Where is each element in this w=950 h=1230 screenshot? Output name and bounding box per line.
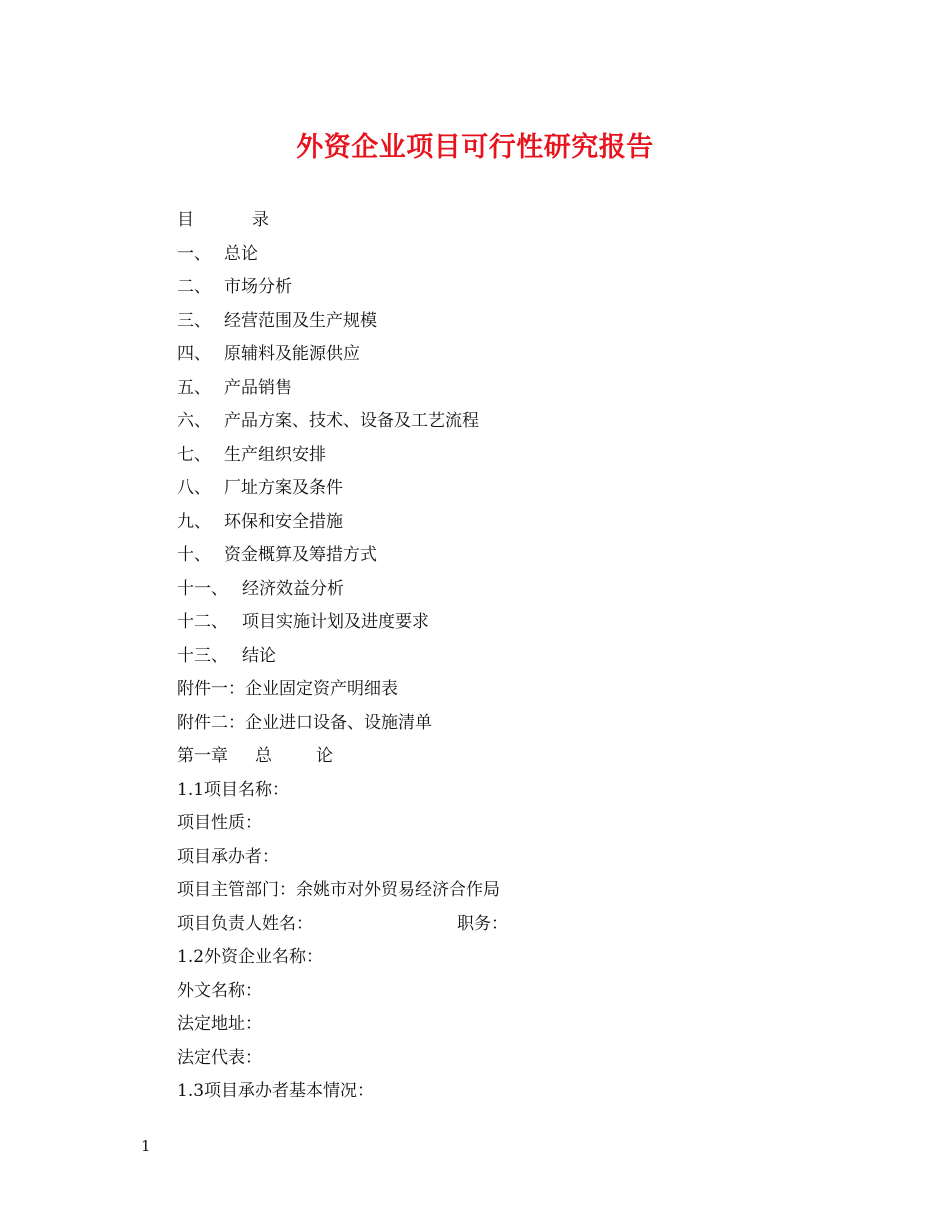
field-line: 项目承办者：	[177, 846, 279, 867]
toc-item-number: 三、	[177, 310, 211, 331]
document-title: 外资企业项目可行性研究报告	[296, 132, 654, 163]
toc-item-number: 十二、	[177, 612, 228, 632]
field-line: 项目主管部门：余姚市对外贸易经济合作局	[177, 880, 500, 900]
toc-item	[177, 439, 817, 473]
toc-item	[177, 372, 817, 406]
field-line: 1.2外资企业名称：	[177, 947, 324, 967]
project-leader-line	[177, 908, 817, 942]
toc-item-text: 厂址方案及条件	[224, 478, 343, 498]
appendix-item: 附件二：企业进口设备、设施清单	[177, 712, 432, 733]
toc-item	[177, 573, 817, 607]
toc-item-number: 十、	[177, 545, 211, 565]
toc-item-number: 一、	[177, 243, 211, 264]
toc-heading	[177, 204, 817, 238]
toc-item-text: 产品销售	[224, 377, 292, 398]
project-leader-title-label: 职务：	[457, 913, 508, 934]
toc-item-number: 八、	[177, 478, 211, 498]
toc-item-text: 市场分析	[224, 277, 292, 297]
toc-item-number: 五、	[177, 377, 211, 398]
page-number: 1	[141, 1137, 151, 1155]
toc-item-number: 六、	[177, 411, 211, 431]
toc-item-text: 产品方案、技术、设备及工艺流程	[224, 411, 479, 431]
field-line: 项目性质：	[177, 813, 262, 833]
toc-item-text: 项目实施计划及进度要求	[242, 612, 429, 632]
toc-item	[177, 271, 817, 305]
toc-item-text: 原辅料及能源供应	[224, 344, 360, 364]
chapter-heading	[177, 740, 817, 774]
appendix-item: 附件一：企业固定资产明细表	[177, 679, 398, 699]
toc-item-number: 二、	[177, 277, 211, 297]
toc-item-text: 结论	[242, 645, 276, 666]
toc-item	[177, 606, 817, 640]
toc-item-text: 经营范围及生产规模	[224, 310, 377, 331]
toc-item	[177, 338, 817, 372]
toc-item-text: 资金概算及筹措方式	[224, 545, 377, 565]
chapter-title-part2: 论	[316, 746, 333, 766]
toc-item	[177, 238, 817, 272]
toc-item	[177, 506, 817, 540]
chapter-number: 第一章	[177, 746, 228, 766]
toc-item-text: 总论	[224, 243, 258, 264]
toc-item-number: 十一、	[177, 578, 228, 599]
toc-item	[177, 405, 817, 439]
project-leader-name-label: 项目负责人姓名：	[177, 913, 313, 934]
toc-heading-part2: 录	[252, 210, 269, 230]
toc-item	[177, 305, 817, 339]
toc-item-number: 九、	[177, 511, 211, 532]
field-line: 外文名称：	[177, 980, 262, 1001]
toc-item-text: 生产组织安排	[224, 444, 326, 465]
chapter-title-part1: 总	[255, 746, 272, 766]
toc-item-number: 七、	[177, 444, 211, 465]
toc-item-text: 环保和安全措施	[224, 511, 343, 532]
toc-item-number: 四、	[177, 344, 211, 364]
document-body	[177, 204, 817, 1109]
toc-item-number: 十三、	[177, 645, 228, 666]
field-line: 法定代表：	[177, 1047, 262, 1068]
toc-item-text: 经济效益分析	[242, 578, 344, 599]
toc-item	[177, 539, 817, 573]
toc-item	[177, 472, 817, 506]
toc-heading-part1: 目	[177, 210, 194, 230]
field-line: 1.3项目承办者基本情况：	[177, 1081, 375, 1101]
field-line: 1.1项目名称：	[177, 779, 290, 800]
toc-item	[177, 640, 817, 674]
field-line: 法定地址：	[177, 1014, 262, 1034]
